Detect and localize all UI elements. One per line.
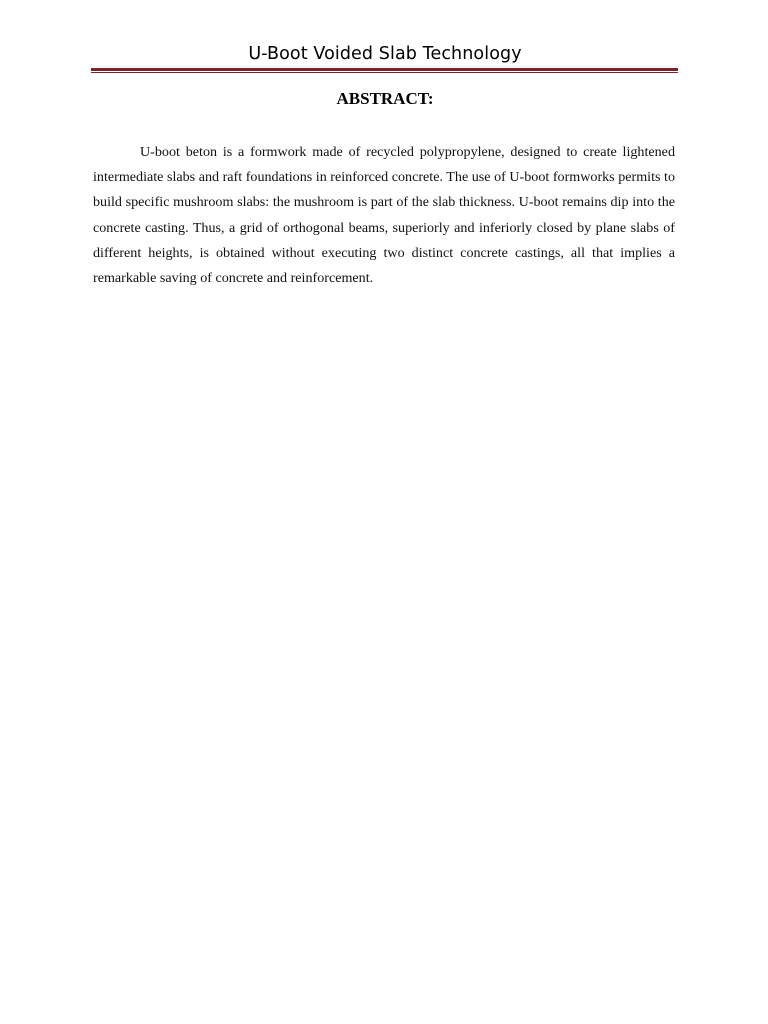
abstract-paragraph: U-boot beton is a formwork made of recycled polypropylene, designed to create lightened intermediate slabs and raft foundations in reinforced concrete. The use of U-boot formworks permits to build specific mushroom slabs: the mushroom is part of the slab thickness. U-boot remains dip into the concrete casting. Thus, a grid of orthogonal beams, superiorly and inferiorly closed by plane slabs of different heights, is obtained without executing two distinct concrete castings, all that implies a remarkable saving of concrete and reinforcement.	[93, 144, 675, 287]
abstract-heading: ABSTRACT:	[336, 89, 434, 108]
running-header-title: U-Boot Voided Slab Technology	[248, 44, 522, 64]
header-rule-thick	[91, 68, 678, 71]
header-rule-thin	[91, 72, 678, 73]
